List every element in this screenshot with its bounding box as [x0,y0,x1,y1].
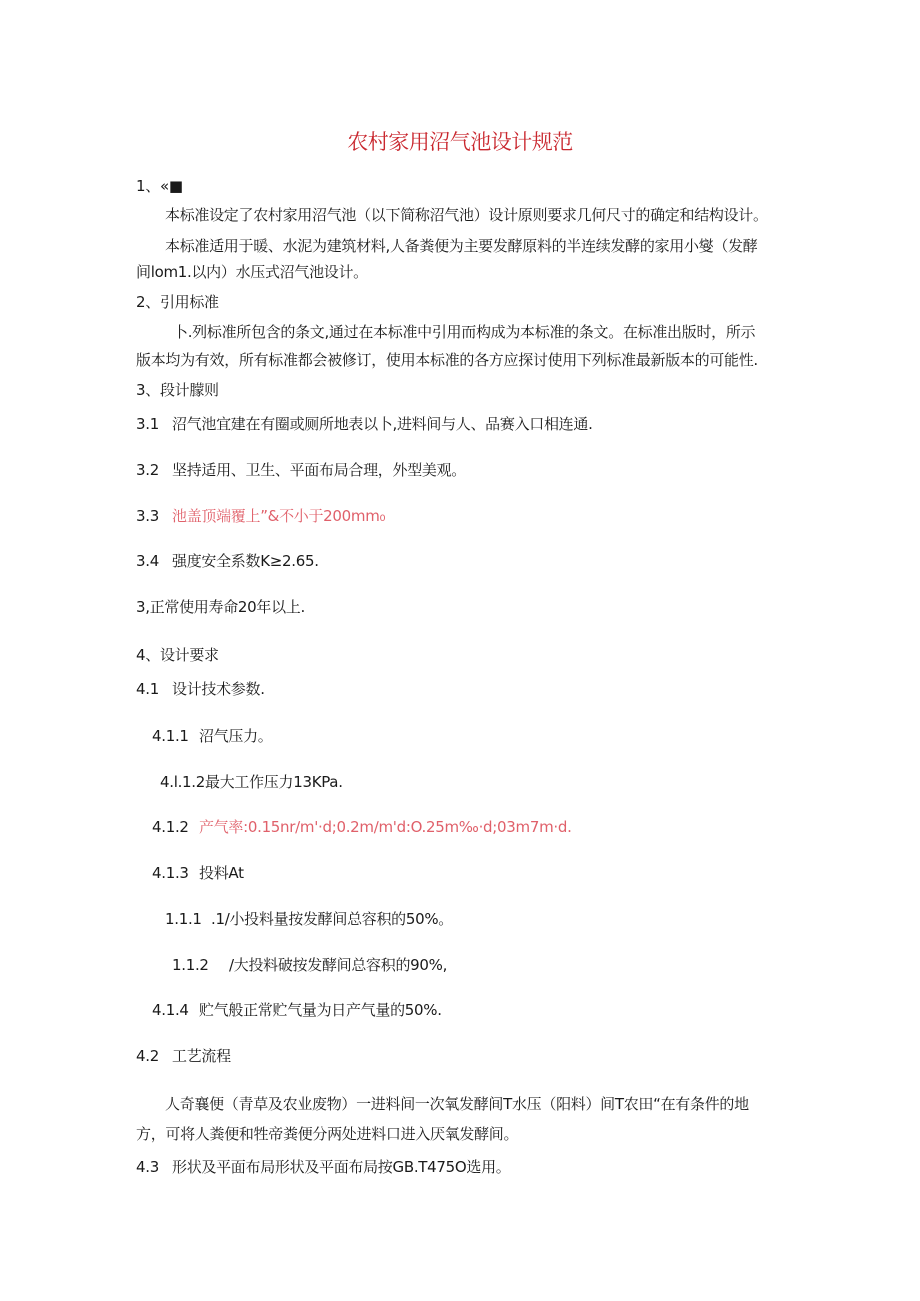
clause-number: 3.4 [136,552,159,570]
paragraph-scope-2-cont: 间lom1.以内）水压式沼气池设计。 [136,263,368,281]
section-1-heading: 1、«■ [136,177,183,195]
clause-number: 4.1.2 [152,818,189,836]
clause-number: 4.1 [136,680,159,698]
clause-number: 3.1 [136,415,159,433]
paragraph-scope-1: 本标准设定了农村家用沼气池（以下简称沼气池）设计原则要求几何尺寸的确定和结构设计。 [165,206,768,224]
clause-number: 4.2 [136,1047,159,1065]
clause-text: 工艺流程 [172,1047,231,1065]
clause-text: 强度安全系数K≥2.65. [172,552,319,570]
paragraph-refs-1: 卜.列标准所包含的条文,通过在本标准中引用而构成为本标准的条文。在标准出版时，所示 [173,323,756,341]
section-4-heading: 4、设计要求 [136,646,219,664]
clause-text: 3,正常使用寿命20年以上. [136,598,305,616]
clause-number: 4.1.4 [152,1001,189,1019]
clause-number: 1.1.1 [165,910,202,928]
document-title: 农村家用沼气池设计规范 [347,130,573,154]
clause-number: 4.3 [136,1158,159,1176]
clause-text: /大投料破按发酵间总容积的90%, [229,956,448,974]
paragraph-refs-2: 版本均为有效，所有标准都会被修订，使用本标准的各方应探讨使用下列标准最新版本的可能性. [136,351,758,369]
clause-text: 坚持适用、卫生、平面布局合理，外型美观。 [172,461,467,479]
paragraph-process-2: 方，可将人粪便和牲帝粪便分两处进料口进入厌氧发酵间。 [136,1125,519,1143]
clause-text: 4.l.1.2最大工作压力13KPa. [160,773,343,791]
section-2-heading: 2、引用标准 [136,293,219,311]
clause-number: 3.3 [136,507,159,525]
paragraph-scope-2: 本标准适用于暖、水泥为建筑材料,人备粪便为主要发酵原料的半连续发酵的家用小燮（发酵 [165,237,758,255]
clause-text-highlight: 产气率:0.15nr∕m'·d;0.2m∕m'd:O.25m‰·d;03m7m·d. [199,818,572,836]
clause-text: 沼气压力。 [199,727,273,745]
clause-number: 1.1.2 [172,956,209,974]
section-3-heading: 3、段计朦则 [136,381,219,399]
clause-text: .1/小投料量按发酵间总容积的50%。 [211,910,454,928]
clause-text-highlight: 池盖顶端覆上”&不小于200mm₀ [172,507,386,525]
paragraph-process-1: 人奇襄便（青草及农业废物）一进料间一次氧发酵间T水压（阳料）间T农田“在有条件的地 [165,1095,749,1113]
clause-text: 沼气池宜建在有圈或厕所地表以卜,进料间与人、品赛入口相连通. [172,415,593,433]
clause-text: 设计技术参数. [172,680,265,698]
clause-text: 形状及平面布局形状及平面布局按GB.T475O选用。 [172,1158,511,1176]
clause-text: 投料At [199,864,244,882]
clause-number: 4.1.1 [152,727,189,745]
clause-number: 3.2 [136,461,159,479]
clause-number: 4.1.3 [152,864,189,882]
clause-text: 贮气般正常贮气量为日产气量的50%. [199,1001,442,1019]
